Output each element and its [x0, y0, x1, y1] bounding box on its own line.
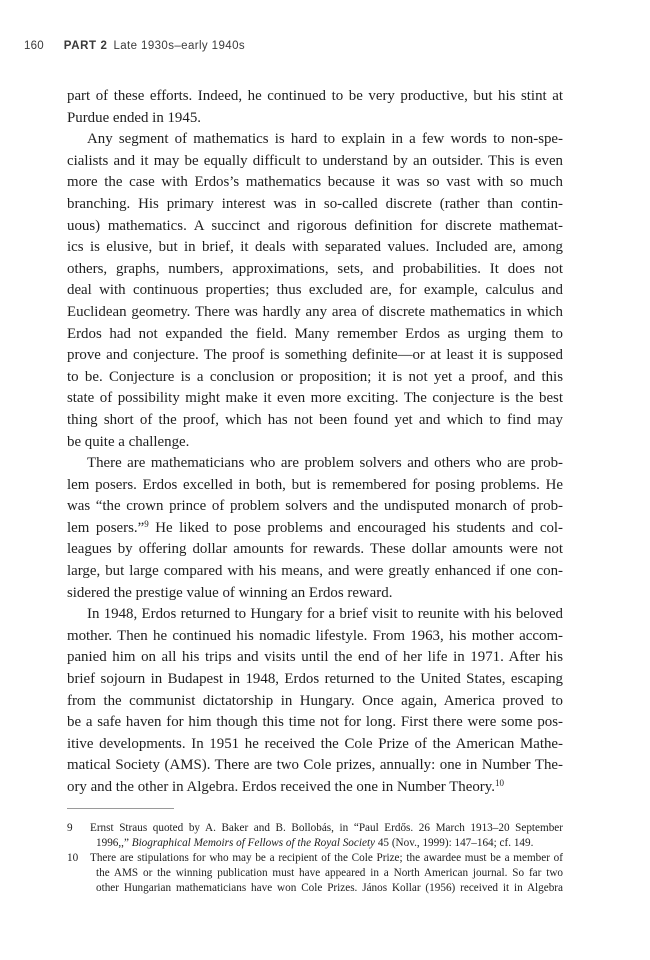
footnote-text: Ernst Straus quoted by A. Baker and B. Bollobás, in “Paul Erdős. 26 March 1913–20 September	[90, 822, 563, 834]
text-line: state of possibility might make it even more exciting. The conjecture is the best	[67, 390, 563, 407]
text-line: leagues by offering dollar amounts for rewards. These dollar amounts were not	[67, 541, 563, 558]
footnote-line	[67, 836, 563, 851]
footnote-line: the AMS or the winning publication must have appeared in a North American journal. So far two	[96, 867, 563, 879]
text-line: There are mathematicians who are problem solvers and others who are prob-	[87, 455, 563, 472]
text-line	[67, 518, 563, 540]
text-segment: ory and the other in Algebra. Erdos received the one in Number Theory.	[67, 779, 495, 795]
text-line: thing short of the proof, which has not been found yet and which to find may	[67, 411, 563, 428]
text-line: cialists and it may be equally difficult to understand by an outsider. This is even	[67, 152, 563, 169]
page-number: 160	[24, 40, 44, 52]
text-line: panied him on all his trips and visits until the end of her life in 1971. After his	[67, 649, 563, 666]
text-line: brief sojourn in Budapest in 1948, Erdos returned to the United States, escaping	[67, 671, 563, 688]
text-line: Purdue ended in 1945.	[67, 109, 201, 126]
text-line: from the communist dictatorship in Hungary. Once again, America proved to	[67, 692, 563, 709]
footnote-divider	[67, 808, 174, 809]
footnote-number: 9	[67, 822, 73, 834]
text-line: part of these efforts. Indeed, he continued to be very productive, but his stint at	[67, 88, 563, 104]
text-line: branching. His primary interest was in so-called discrete (rather than contin-	[67, 195, 563, 212]
footnote-text: 1996,,”	[96, 837, 129, 849]
running-head	[24, 40, 245, 52]
text-line: ics is elusive, but in brief, it deals with separated values. Included are, among	[67, 239, 563, 256]
text-line: In 1948, Erdos returned to Hungary for a brief visit to reunite with his beloved	[87, 606, 563, 623]
text-line: lem posers. Erdos excelled in both, but is remembered for posing problems. He	[67, 476, 563, 493]
footnote-line	[67, 851, 563, 866]
text-line: prove and conjecture. The proof is something definite—or at least it is supposed	[67, 347, 563, 364]
footnotes	[67, 821, 563, 896]
text-line: others, graphs, numbers, approximations, sets, and probabilities. It does not	[67, 260, 563, 277]
period-label: Late 1930s–early 1940s	[113, 40, 246, 52]
text-line: Euclidean geometry. There was hardly any area of discrete mathematics in which	[67, 303, 563, 320]
footnote-text: There are stipulations for who may be a recipient of the Cole Prize; the awardee must be a member of	[90, 852, 563, 864]
text-line: Erdos had not expanded the field. Many remember Erdos as urging them to	[67, 325, 563, 342]
text-line: be quite a challenge.	[67, 433, 190, 450]
footnote-ref-9[interactable]: 9	[144, 518, 149, 529]
text-line: uous) mathematics. A succinct and rigorous definition for discrete mathemat-	[67, 217, 563, 234]
text-line: large, but large compared with his means, and were greatly enhanced if one con-	[67, 563, 563, 580]
footnote-ref-10[interactable]: 10	[494, 778, 504, 788]
text-line: mother. Then he continued his nomadic lifestyle. From 1963, his mother accom-	[67, 627, 563, 644]
text-line: sidered the prestige value of winning an Erdos reward.	[67, 584, 393, 601]
text-segment: lem posers.”	[67, 519, 145, 536]
text-line: deal with continuous properties; thus excluded are, for example, calculus and	[67, 282, 563, 299]
footnote-9	[67, 821, 563, 851]
footnote-number: 10	[67, 852, 79, 864]
footnote-line	[67, 821, 563, 836]
text-line: itive developments. In 1951 he received the Cole Prize of the American Mathe-	[67, 735, 563, 752]
text-segment: He liked to pose problems and encouraged his students and col-	[155, 519, 563, 536]
text-line: be a safe haven for him though this time not for long. First there were some pos-	[67, 714, 563, 731]
text-line: Any segment of mathematics is hard to explain in a few words to non-spe-	[87, 131, 563, 148]
part-label: PART 2	[63, 40, 108, 52]
footnote-10	[67, 851, 563, 896]
footnote-line: other Hungarian mathematicians have won Cole Prizes. János Kollar (1956) received it in Algebra	[96, 882, 563, 894]
footnote-text: 45 (Nov., 1999): 147–164; cf. 149.	[377, 837, 534, 849]
body-text	[67, 86, 563, 799]
text-line: was “the crown prince of problem solvers and the undisputed monarch of prob-	[67, 498, 563, 515]
text-line: to be. Conjecture is a conclusion or proposition; it is not yet a proof, and this	[67, 368, 563, 385]
text-line: more the case with Erdos’s mathematics because it was so vast with so much	[67, 174, 563, 191]
journal-title: Biographical Memoirs of Fellows of the Royal Society	[131, 837, 376, 849]
text-line	[67, 777, 563, 799]
text-line: matical Society (AMS). There are two Cole prizes, annually: one in Number The-	[67, 757, 563, 774]
